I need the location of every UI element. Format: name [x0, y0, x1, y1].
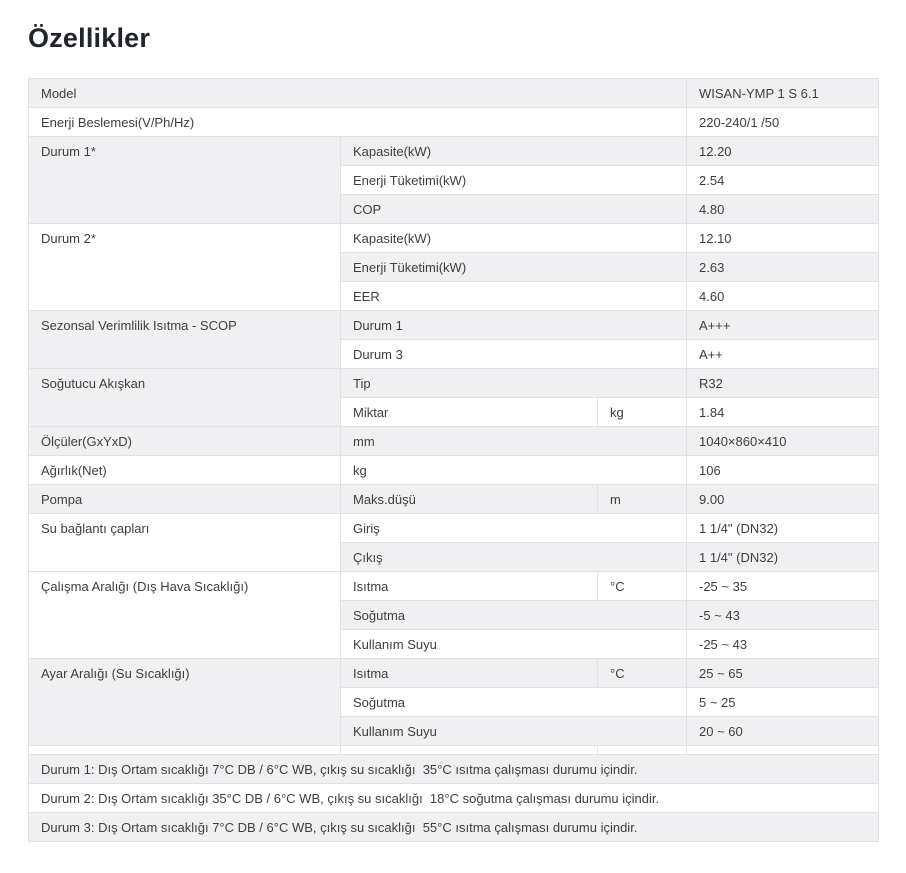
footnote-durum1: Durum 1: Dış Ortam sıcaklığı 7°C DB / 6°C WB, çıkış su sıcaklığı 35°C ısıtma çalışması durumu içindir.	[29, 755, 879, 784]
spec-row-power	[29, 108, 879, 137]
spec-value-weight: 106	[687, 456, 879, 485]
spec-param-durum2-kapasite: Kapasite(kW)	[341, 224, 687, 253]
footnote-durum3: Durum 3: Dış Ortam sıcaklığı 7°C DB / 6°C WB, çıkış su sıcaklığı 55°C ısıtma çalışması durumu içindir.	[29, 813, 879, 842]
spec-param-durum2-eer: EER	[341, 282, 687, 311]
spec-param-setrange-kullanim: Kullanım Suyu	[341, 717, 687, 746]
spec-label-weight: Ağırlık(Net)	[29, 456, 341, 485]
spec-row-setrange-isitma	[29, 659, 879, 688]
spec-group-durum1: Durum 1*	[29, 137, 341, 224]
empty-cell	[687, 746, 879, 755]
spec-value-dimensions: 1040×860×410	[687, 427, 879, 456]
spec-param-setrange-sogutma: Soğutma	[341, 688, 687, 717]
spec-row-weight	[29, 456, 879, 485]
spec-group-durum2: Durum 2*	[29, 224, 341, 311]
spec-param-scop-durum1: Durum 1	[341, 311, 687, 340]
spec-param-pump: Maks.düşü	[341, 485, 598, 514]
spec-label-dimensions: Ölçüler(GxYxD)	[29, 427, 341, 456]
spec-value-setrange-sogutma: 5 ~ 25	[687, 688, 879, 717]
spec-param-water-giris: Giriş	[341, 514, 687, 543]
spec-unit-oprange-isitma: °C	[598, 572, 687, 601]
spec-value-oprange-sogutma: -5 ~ 43	[687, 601, 879, 630]
spec-param-durum1-cop: COP	[341, 195, 687, 224]
empty-cell	[29, 746, 341, 755]
empty-cell	[598, 746, 687, 755]
spec-value-durum2-eer: 4.60	[687, 282, 879, 311]
footnote-row-durum3	[29, 813, 879, 842]
spec-row-empty	[29, 746, 879, 755]
spec-unit-pump: m	[598, 485, 687, 514]
spec-row-dimensions	[29, 427, 879, 456]
spec-param-oprange-sogutma: Soğutma	[341, 601, 687, 630]
spec-group-setting-range: Ayar Aralığı (Su Sıcaklığı)	[29, 659, 341, 746]
spec-value-model: WISAN-YMP 1 S 6.1	[687, 79, 879, 108]
spec-value-refrigerant-miktar: 1.84	[687, 398, 879, 427]
spec-row-water-giris	[29, 514, 879, 543]
spec-label-power: Enerji Beslemesi(V/Ph/Hz)	[29, 108, 687, 137]
spec-group-water-connections: Su bağlantı çapları	[29, 514, 341, 572]
footnote-row-durum2	[29, 784, 879, 813]
spec-unit-weight: kg	[341, 456, 687, 485]
spec-value-water-giris: 1 1/4" (DN32)	[687, 514, 879, 543]
spec-row-oprange-isitma	[29, 572, 879, 601]
spec-param-refrigerant-tip: Tip	[341, 369, 687, 398]
spec-table	[28, 78, 879, 842]
spec-group-refrigerant: Soğutucu Akışkan	[29, 369, 341, 427]
spec-param-durum1-tuketim: Enerji Tüketimi(kW)	[341, 166, 687, 195]
spec-param-durum2-tuketim: Enerji Tüketimi(kW)	[341, 253, 687, 282]
spec-label-model: Model	[29, 79, 687, 108]
spec-row-pump	[29, 485, 879, 514]
spec-param-durum1-kapasite: Kapasite(kW)	[341, 137, 687, 166]
spec-param-water-cikis: Çıkış	[341, 543, 687, 572]
spec-value-oprange-isitma: -25 ~ 35	[687, 572, 879, 601]
spec-unit-dimensions: mm	[341, 427, 687, 456]
spec-label-pump: Pompa	[29, 485, 341, 514]
footnote-durum2: Durum 2: Dış Ortam sıcaklığı 35°C DB / 6°C WB, çıkış su sıcaklığı 18°C soğutma çalışması durumu içindir.	[29, 784, 879, 813]
empty-cell	[341, 746, 598, 755]
spec-value-setrange-isitma: 25 ~ 65	[687, 659, 879, 688]
spec-value-setrange-kullanim: 20 ~ 60	[687, 717, 879, 746]
spec-unit-setrange-isitma: °C	[598, 659, 687, 688]
spec-value-scop-durum3: A++	[687, 340, 879, 369]
spec-value-refrigerant-tip: R32	[687, 369, 879, 398]
spec-value-water-cikis: 1 1/4" (DN32)	[687, 543, 879, 572]
spec-value-pump: 9.00	[687, 485, 879, 514]
footnote-row-durum1	[29, 755, 879, 784]
spec-value-durum1-cop: 4.80	[687, 195, 879, 224]
spec-param-oprange-kullanim: Kullanım Suyu	[341, 630, 687, 659]
spec-row-refrigerant-tip	[29, 369, 879, 398]
page-title: Özellikler	[28, 23, 151, 53]
spec-row-durum2-kapasite	[29, 224, 879, 253]
spec-param-oprange-isitma: Isıtma	[341, 572, 598, 601]
spec-param-setrange-isitma: Isıtma	[341, 659, 598, 688]
spec-row-durum1-kapasite	[29, 137, 879, 166]
spec-value-oprange-kullanim: -25 ~ 43	[687, 630, 879, 659]
spec-value-durum1-kapasite: 12.20	[687, 137, 879, 166]
spec-group-scop: Sezonsal Verimlilik Isıtma - SCOP	[29, 311, 341, 369]
spec-param-scop-durum3: Durum 3	[341, 340, 687, 369]
spec-value-durum2-tuketim: 2.63	[687, 253, 879, 282]
spec-unit-refrigerant-miktar: kg	[598, 398, 687, 427]
spec-value-scop-durum1: A+++	[687, 311, 879, 340]
spec-group-operating-range: Çalışma Aralığı (Dış Hava Sıcaklığı)	[29, 572, 341, 659]
spec-value-durum2-kapasite: 12.10	[687, 224, 879, 253]
spec-param-refrigerant-miktar: Miktar	[341, 398, 598, 427]
spec-value-power: 220-240/1 /50	[687, 108, 879, 137]
spec-row-scop-durum1	[29, 311, 879, 340]
spec-row-model	[29, 79, 879, 108]
spec-value-durum1-tuketim: 2.54	[687, 166, 879, 195]
